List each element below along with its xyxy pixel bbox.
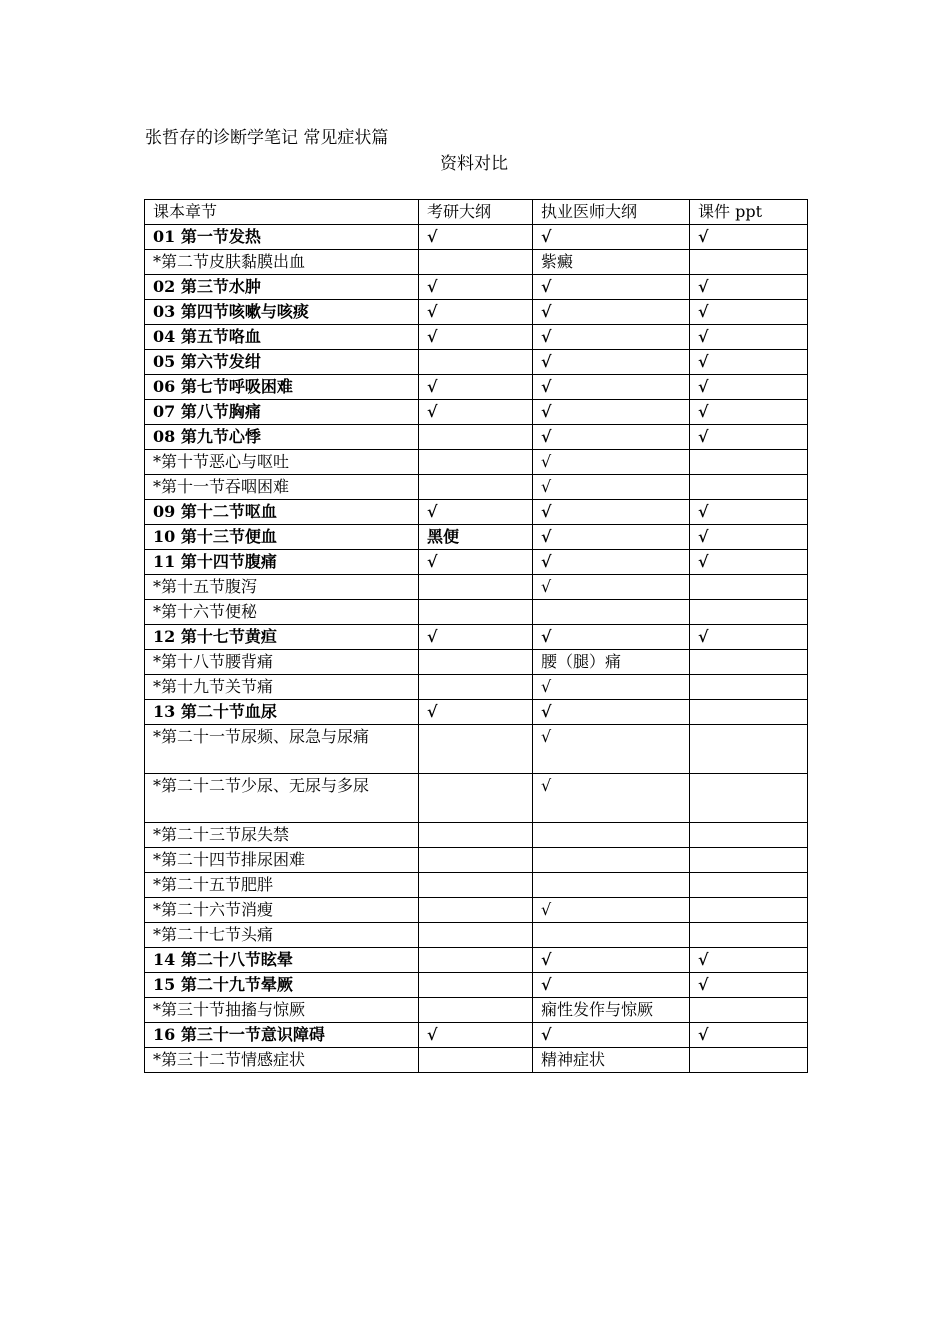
cell-zhiye: √ bbox=[533, 1023, 690, 1048]
cell-chapter: 13 第二十节血尿 bbox=[145, 700, 419, 725]
cell-zhiye: 精神症状 bbox=[533, 1048, 690, 1073]
cell-chapter: 11 第十四节腹痛 bbox=[145, 550, 419, 575]
cell-kaoyan bbox=[419, 250, 533, 275]
cell-chapter: 02 第三节水肿 bbox=[145, 275, 419, 300]
cell-kaoyan bbox=[419, 450, 533, 475]
cell-ppt bbox=[690, 998, 808, 1023]
cell-kaoyan: √ bbox=[419, 550, 533, 575]
cell-kaoyan: √ bbox=[419, 225, 533, 250]
cell-chapter: 05 第六节发绀 bbox=[145, 350, 419, 375]
cell-ppt: √ bbox=[690, 275, 808, 300]
table-row bbox=[145, 823, 808, 848]
cell-ppt: √ bbox=[690, 948, 808, 973]
table-row bbox=[145, 600, 808, 625]
cell-chapter: *第二十一节尿频、尿急与尿痛 bbox=[145, 725, 419, 774]
cell-ppt bbox=[690, 475, 808, 500]
cell-zhiye: √ bbox=[533, 973, 690, 998]
table-row bbox=[145, 625, 808, 650]
table-row bbox=[145, 700, 808, 725]
cell-chapter: *第二十四节排尿困难 bbox=[145, 848, 419, 873]
cell-zhiye: √ bbox=[533, 325, 690, 350]
cell-kaoyan bbox=[419, 475, 533, 500]
cell-ppt bbox=[690, 848, 808, 873]
cell-kaoyan: 黑便 bbox=[419, 525, 533, 550]
cell-chapter: *第十节恶心与呕吐 bbox=[145, 450, 419, 475]
cell-chapter: 16 第三十一节意识障碍 bbox=[145, 1023, 419, 1048]
cell-chapter: 09 第十二节呕血 bbox=[145, 500, 419, 525]
cell-kaoyan bbox=[419, 848, 533, 873]
cell-zhiye: √ bbox=[533, 450, 690, 475]
header-chapter: 课本章节 bbox=[145, 200, 419, 225]
cell-chapter: *第十九节关节痛 bbox=[145, 675, 419, 700]
table-row bbox=[145, 400, 808, 425]
cell-zhiye: √ bbox=[533, 625, 690, 650]
table-row bbox=[145, 725, 808, 774]
cell-ppt bbox=[690, 700, 808, 725]
cell-ppt: √ bbox=[690, 425, 808, 450]
cell-kaoyan bbox=[419, 350, 533, 375]
header-kaoyan: 考研大纲 bbox=[419, 200, 533, 225]
cell-kaoyan bbox=[419, 600, 533, 625]
cell-ppt bbox=[690, 774, 808, 823]
table-row bbox=[145, 425, 808, 450]
cell-kaoyan: √ bbox=[419, 275, 533, 300]
cell-chapter: 15 第二十九节晕厥 bbox=[145, 973, 419, 998]
cell-ppt bbox=[690, 923, 808, 948]
cell-chapter: *第十六节便秘 bbox=[145, 600, 419, 625]
cell-kaoyan: √ bbox=[419, 1023, 533, 1048]
cell-kaoyan bbox=[419, 725, 533, 774]
cell-kaoyan bbox=[419, 675, 533, 700]
cell-chapter: 04 第五节咯血 bbox=[145, 325, 419, 350]
cell-kaoyan bbox=[419, 948, 533, 973]
cell-zhiye: √ bbox=[533, 948, 690, 973]
table-row bbox=[145, 973, 808, 998]
cell-ppt: √ bbox=[690, 375, 808, 400]
cell-ppt bbox=[690, 873, 808, 898]
comparison-table bbox=[144, 199, 808, 1073]
cell-ppt bbox=[690, 450, 808, 475]
cell-ppt: √ bbox=[690, 525, 808, 550]
cell-ppt bbox=[690, 898, 808, 923]
cell-ppt: √ bbox=[690, 550, 808, 575]
cell-chapter: *第二十五节肥胖 bbox=[145, 873, 419, 898]
cell-chapter: *第三十节抽搐与惊厥 bbox=[145, 998, 419, 1023]
table-row bbox=[145, 350, 808, 375]
cell-kaoyan bbox=[419, 823, 533, 848]
cell-zhiye: √ bbox=[533, 700, 690, 725]
cell-zhiye: √ bbox=[533, 575, 690, 600]
cell-ppt bbox=[690, 575, 808, 600]
cell-zhiye: √ bbox=[533, 774, 690, 823]
table-row bbox=[145, 550, 808, 575]
table-row bbox=[145, 450, 808, 475]
cell-chapter: 03 第四节咳嗽与咳痰 bbox=[145, 300, 419, 325]
cell-zhiye: √ bbox=[533, 275, 690, 300]
cell-chapter: *第二十六节消瘦 bbox=[145, 898, 419, 923]
cell-chapter: 01 第一节发热 bbox=[145, 225, 419, 250]
cell-kaoyan bbox=[419, 1048, 533, 1073]
cell-kaoyan bbox=[419, 998, 533, 1023]
cell-kaoyan: √ bbox=[419, 700, 533, 725]
cell-chapter: *第二十二节少尿、无尿与多尿 bbox=[145, 774, 419, 823]
table-row bbox=[145, 275, 808, 300]
cell-zhiye: √ bbox=[533, 500, 690, 525]
table-row bbox=[145, 575, 808, 600]
cell-ppt bbox=[690, 675, 808, 700]
cell-chapter: 07 第八节胸痛 bbox=[145, 400, 419, 425]
table-row bbox=[145, 325, 808, 350]
cell-chapter: *第十五节腹泻 bbox=[145, 575, 419, 600]
cell-kaoyan bbox=[419, 873, 533, 898]
cell-kaoyan: √ bbox=[419, 375, 533, 400]
cell-zhiye: √ bbox=[533, 550, 690, 575]
cell-zhiye: 腰（腿）痛 bbox=[533, 650, 690, 675]
cell-zhiye bbox=[533, 923, 690, 948]
document-subtitle-text: 资料对比 bbox=[440, 154, 508, 174]
table-row bbox=[145, 250, 808, 275]
cell-chapter: *第二十三节尿失禁 bbox=[145, 823, 419, 848]
cell-ppt: √ bbox=[690, 500, 808, 525]
cell-ppt bbox=[690, 600, 808, 625]
cell-ppt: √ bbox=[690, 973, 808, 998]
table-row bbox=[145, 500, 808, 525]
cell-kaoyan bbox=[419, 425, 533, 450]
cell-zhiye bbox=[533, 848, 690, 873]
cell-kaoyan: √ bbox=[419, 400, 533, 425]
table-row bbox=[145, 848, 808, 873]
cell-kaoyan: √ bbox=[419, 625, 533, 650]
table-row bbox=[145, 998, 808, 1023]
cell-ppt: √ bbox=[690, 300, 808, 325]
header-ppt: 课件 ppt bbox=[690, 200, 808, 225]
cell-ppt: √ bbox=[690, 1023, 808, 1048]
cell-zhiye: √ bbox=[533, 375, 690, 400]
cell-ppt bbox=[690, 823, 808, 848]
table-row bbox=[145, 475, 808, 500]
table-row bbox=[145, 873, 808, 898]
cell-chapter: 12 第十七节黄疸 bbox=[145, 625, 419, 650]
cell-chapter: 14 第二十八节眩晕 bbox=[145, 948, 419, 973]
cell-kaoyan: √ bbox=[419, 325, 533, 350]
table-row bbox=[145, 300, 808, 325]
table-row bbox=[145, 948, 808, 973]
table-row bbox=[145, 923, 808, 948]
cell-chapter: 06 第七节呼吸困难 bbox=[145, 375, 419, 400]
cell-kaoyan bbox=[419, 898, 533, 923]
cell-zhiye: √ bbox=[533, 898, 690, 923]
cell-zhiye bbox=[533, 600, 690, 625]
table-row bbox=[145, 675, 808, 700]
cell-kaoyan: √ bbox=[419, 500, 533, 525]
cell-zhiye bbox=[533, 823, 690, 848]
cell-zhiye: √ bbox=[533, 425, 690, 450]
cell-zhiye: √ bbox=[533, 300, 690, 325]
cell-ppt: √ bbox=[690, 325, 808, 350]
cell-ppt bbox=[690, 725, 808, 774]
table-row bbox=[145, 650, 808, 675]
table-row bbox=[145, 375, 808, 400]
table-row bbox=[145, 898, 808, 923]
cell-chapter: *第三十二节情感症状 bbox=[145, 1048, 419, 1073]
cell-chapter: *第十八节腰背痛 bbox=[145, 650, 419, 675]
document-title: 张哲存的诊断学笔记 常见症状篇 bbox=[145, 128, 389, 148]
cell-zhiye: 紫癜 bbox=[533, 250, 690, 275]
cell-zhiye: √ bbox=[533, 225, 690, 250]
header-zhiye: 执业医师大纲 bbox=[533, 200, 690, 225]
cell-kaoyan bbox=[419, 774, 533, 823]
cell-ppt bbox=[690, 1048, 808, 1073]
cell-chapter: 08 第九节心悸 bbox=[145, 425, 419, 450]
cell-zhiye: √ bbox=[533, 475, 690, 500]
cell-kaoyan bbox=[419, 575, 533, 600]
table-row bbox=[145, 774, 808, 823]
cell-kaoyan: √ bbox=[419, 300, 533, 325]
cell-zhiye: √ bbox=[533, 525, 690, 550]
comparison-table-body bbox=[145, 200, 808, 1073]
cell-zhiye: 痫性发作与惊厥 bbox=[533, 998, 690, 1023]
cell-zhiye bbox=[533, 873, 690, 898]
cell-kaoyan bbox=[419, 923, 533, 948]
cell-ppt: √ bbox=[690, 625, 808, 650]
cell-ppt: √ bbox=[690, 225, 808, 250]
table-row bbox=[145, 1048, 808, 1073]
cell-zhiye: √ bbox=[533, 725, 690, 774]
cell-zhiye: √ bbox=[533, 350, 690, 375]
table-row bbox=[145, 1023, 808, 1048]
cell-kaoyan bbox=[419, 650, 533, 675]
cell-zhiye: √ bbox=[533, 675, 690, 700]
cell-chapter: *第十一节吞咽困难 bbox=[145, 475, 419, 500]
cell-ppt bbox=[690, 650, 808, 675]
cell-zhiye: √ bbox=[533, 400, 690, 425]
table-row bbox=[145, 525, 808, 550]
document-subtitle bbox=[0, 153, 950, 175]
table-row bbox=[145, 225, 808, 250]
table-header-row bbox=[145, 200, 808, 225]
cell-ppt: √ bbox=[690, 350, 808, 375]
cell-chapter: *第二节皮肤黏膜出血 bbox=[145, 250, 419, 275]
cell-chapter: *第二十七节头痛 bbox=[145, 923, 419, 948]
cell-kaoyan bbox=[419, 973, 533, 998]
cell-ppt: √ bbox=[690, 400, 808, 425]
cell-ppt bbox=[690, 250, 808, 275]
cell-chapter: 10 第十三节便血 bbox=[145, 525, 419, 550]
